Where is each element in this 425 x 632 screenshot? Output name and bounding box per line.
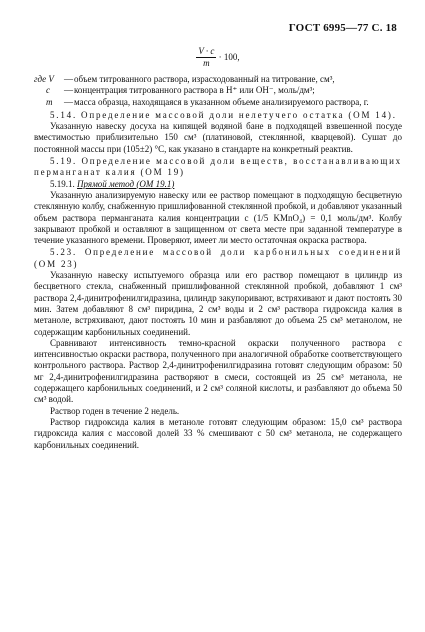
section-5-23-title: 5.23. Определение массовой доли карбонильных соединений (ОМ 23) <box>34 247 402 269</box>
definition-row: c — концентрация титрованного раствора в H⁺ или OH⁻, моль/дм³; <box>34 85 402 96</box>
formula-denominator: m <box>203 58 210 69</box>
formula <box>34 46 402 70</box>
definition-row: m — масса образца, находящаяся в указанном объеме анализируемого раствора, г. <box>34 97 402 108</box>
definition-text: концентрация титрованного раствора в H⁺ или OH⁻, моль/дм³; <box>74 85 315 96</box>
definition-symbol: m <box>46 96 53 107</box>
formula-multiplier: · 100, <box>218 52 240 63</box>
definition-lead: где <box>34 74 47 84</box>
page-header: ГОСТ 6995—77 С. 18 <box>288 22 397 34</box>
definition-text: масса образца, находящаяся в указанном объеме анализируемого раствора, г. <box>74 96 369 107</box>
formula-numerator: V · c <box>196 46 216 58</box>
section-5-23-paragraph-4: Раствор гидроксида калия в метаноле готовят следующим образом: 15,0 см³ раствора гидроксида калия с массовой долей 33 % смешивают с 50 см³ метанола, не содержащего карбонильных соединений. <box>34 416 402 450</box>
section-5-19-body: Указанную анализируемую навеску или ее раствор помещают в подходящую бесцветную стеклянную колбу, снабженную пришлифованной стеклянной пробкой, и добавляют указанный объем раствора перманганата калия концентрации c (1/5 KMnO₄) = 0,1 моль/дм³. Колбу закрывают пробкой и оставляют в защищенном от света месте при заданной температуре в течение указанного времени. Проверяют, имеет ли место остаточная окраска раствора. <box>34 189 402 246</box>
section-5-23-paragraph-1: Указанную навеску испытуемого образца или его раствор помещают в цилиндр из бесцветного стекла, снабженный пришлифованной стеклянной пробкой, добавляют 1 см³ раствора 2,4-динитрофенилгидразина, цилиндр закупоривают, встряхивают и дают постоять 30 мин. Затем добавляют 8 см³ пиридина, 2 см³ воды и 2 см³ раствора гидроксида калия в метаноле, встряхивают, дают постоять 10 мин и разбавляют до объема 25 см³ метанолом, не содержащим карбонильных соединений. <box>34 270 402 337</box>
section-5-14-title: 5.14. Определение массовой доли нелетучего остатка (ОМ 14). <box>50 109 397 120</box>
section-5-23-paragraph-2: Сравнивают интенсивность темно-красной окраски полученного раствора с интенсивностью окраски раствора, полученного при аналогичной обработке соответствующего контрольного раствора. Раствор 2,4-динитрофенилгидразина готовят следующим образом: 50 мг 2,4-динитрофенилгидразина растворяют в смеси, состоящей из 25 см³ метанола, не содержащего карбонильных соединений, и 2 см³ соляной кислоты, и разбавляют до объема 50 см³ водой. <box>34 337 402 405</box>
definition-var: V <box>48 74 54 84</box>
section-5-19-1-heading <box>34 179 402 190</box>
definition-row: где V — объем титрованного раствора, израсходованный на титрование, см³, <box>34 74 402 85</box>
section-5-23-paragraph-3: Раствор годен в течение 2 недель. <box>50 405 180 416</box>
document-body <box>34 38 402 451</box>
section-5-19-title: 5.19. Определение массовой доли веществ, восстанавливающих перманганат калия (ОМ 19) <box>34 156 402 178</box>
definition-symbol: c <box>46 85 50 96</box>
definition-text: объем титрованного раствора, израсходованный на титрование, см³, <box>74 74 335 84</box>
subsection-number: 5.19.1. <box>50 178 75 189</box>
section-5-14-body: Указанную навеску досуха на кипящей водяной бане в подходящей взвешенной посуде вместимостью приблизительно 150 см³ (платиновой, стеклянной, кварцевой). Сушат до постоянной массы при (105±2) °С, как указано в стандарте на конкретный реактив. <box>34 121 402 154</box>
definition-symbol <box>34 74 64 85</box>
subsection-title: Прямой метод (ОМ 19.1) <box>77 178 175 189</box>
formula-fraction <box>196 46 216 70</box>
